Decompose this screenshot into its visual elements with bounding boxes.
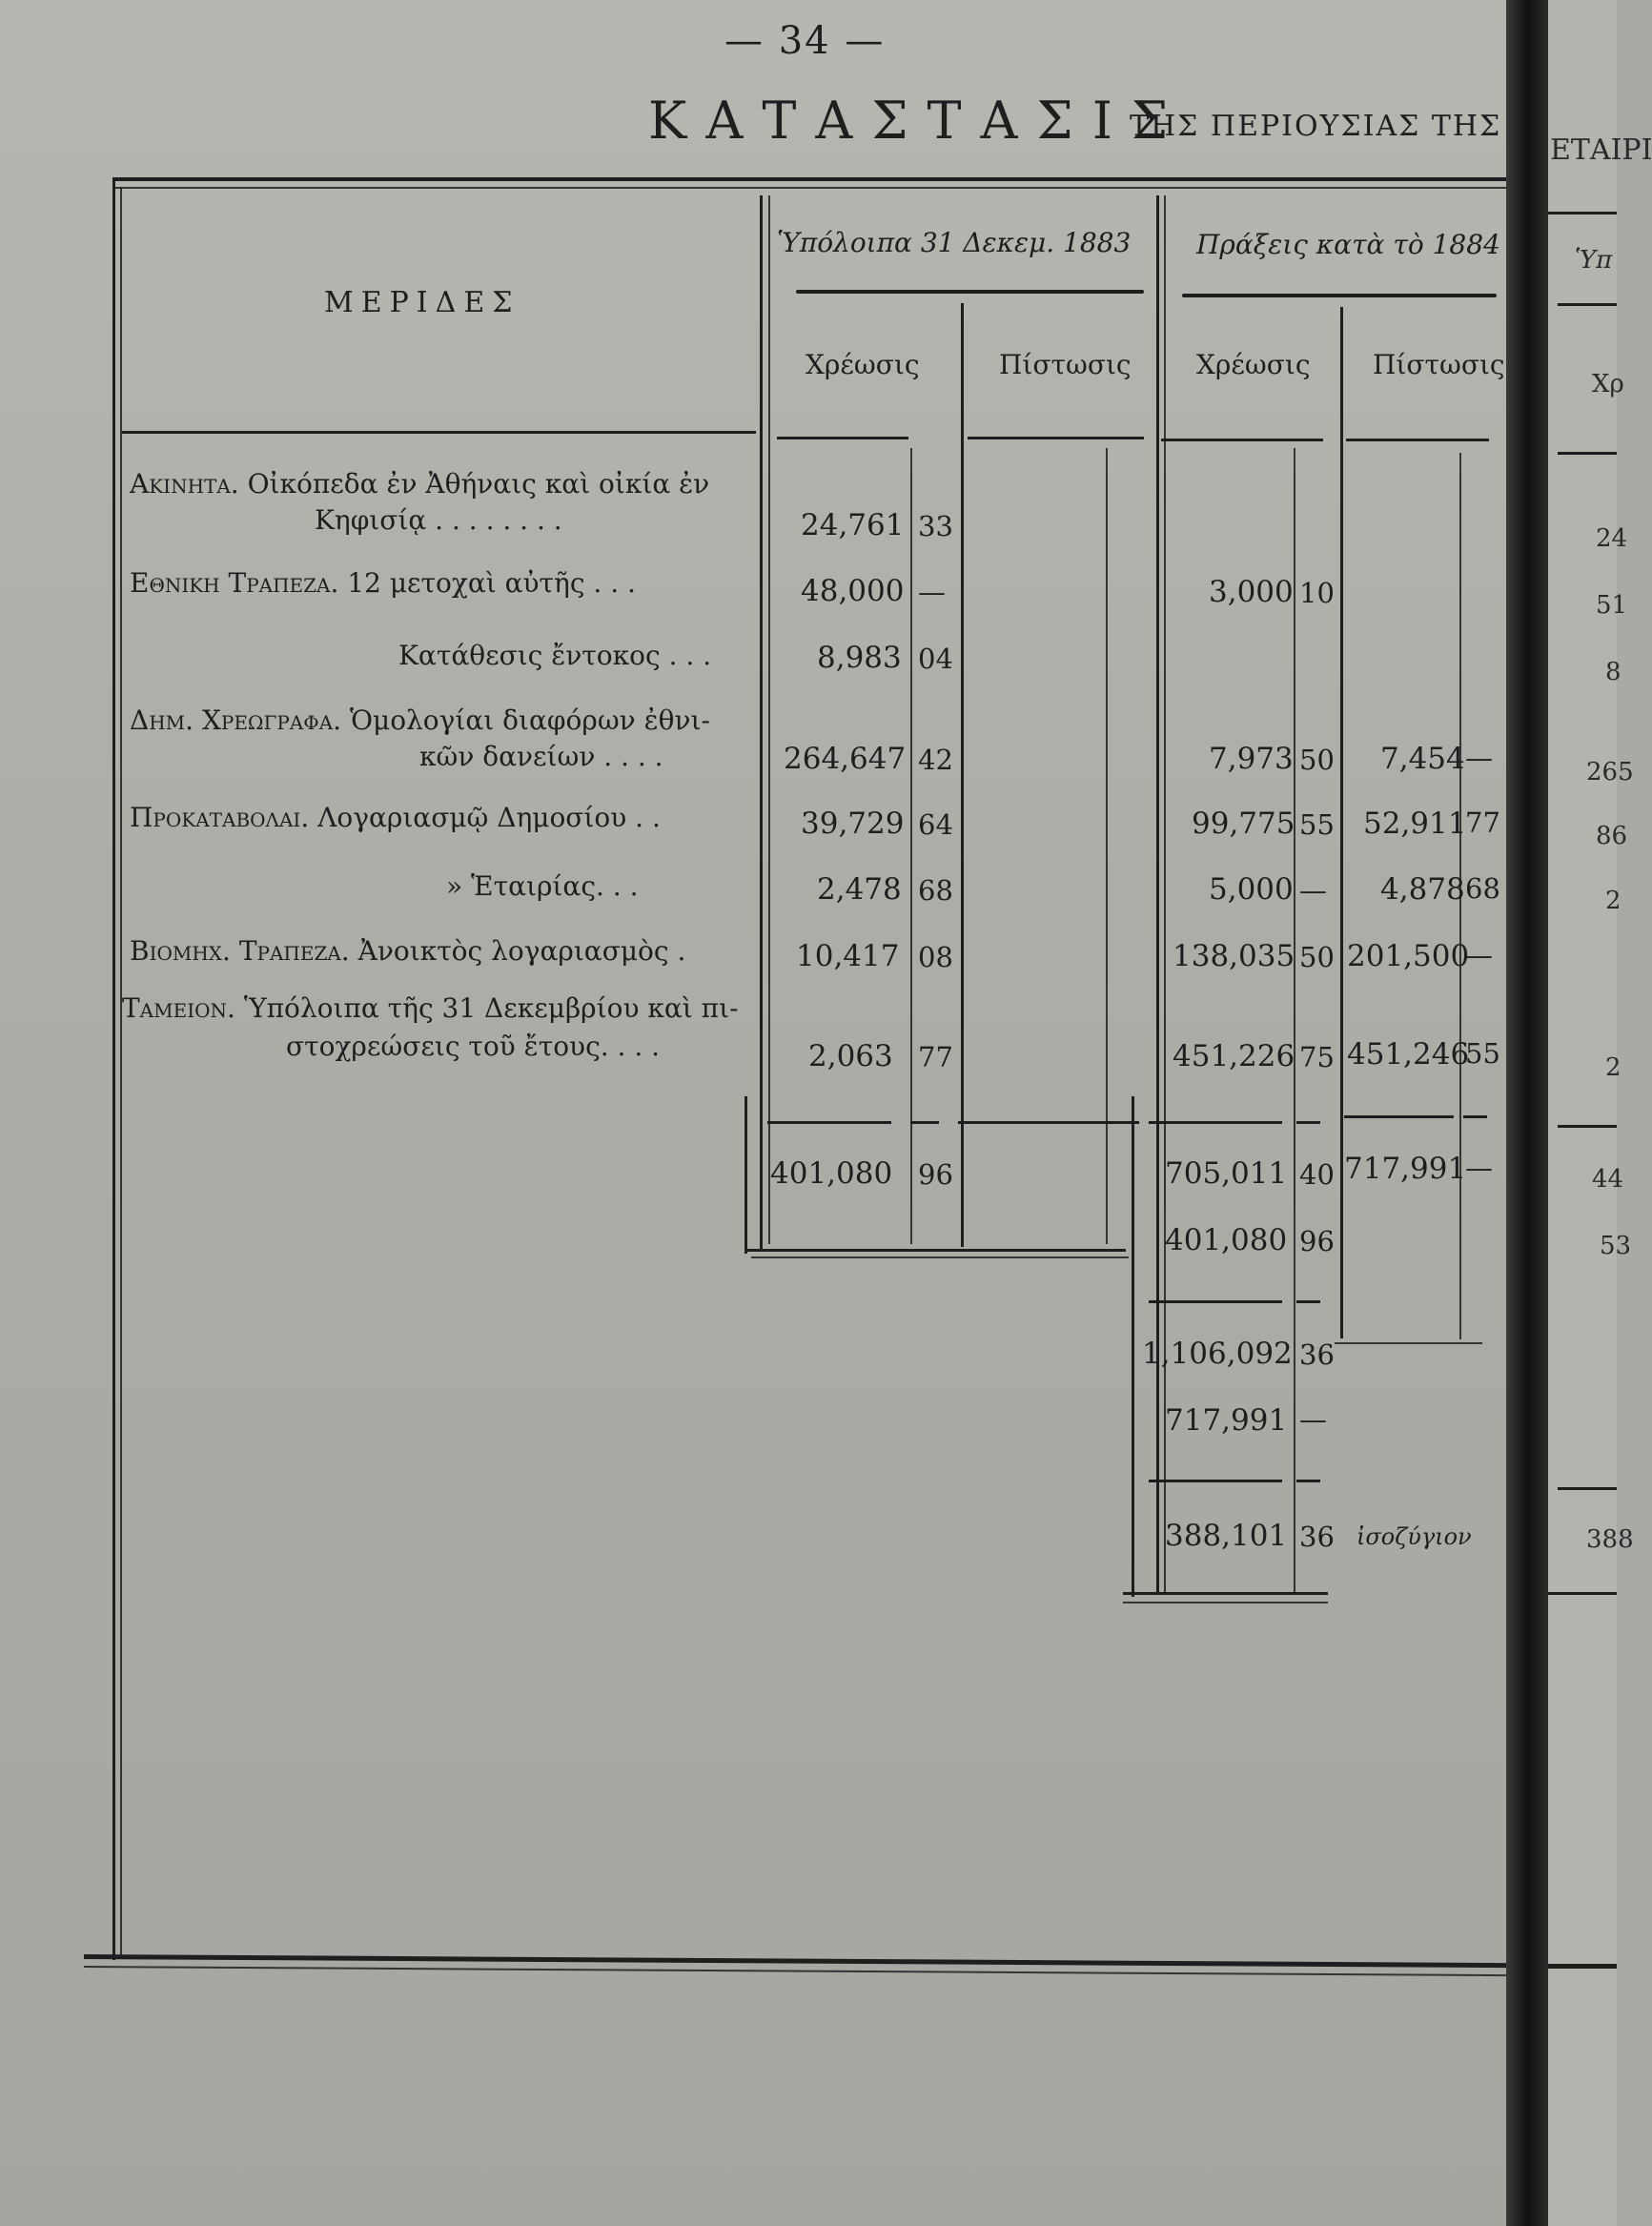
cell-1883-debit: 24,761 <box>801 508 905 542</box>
subheader-rule-1884-debit <box>1161 439 1323 441</box>
total-1884-debit-cents: 40 <box>1299 1158 1335 1191</box>
header-bottom-rule <box>122 431 756 434</box>
cell-1884-debit-cents: 50 <box>1299 941 1335 973</box>
row-text: Ἀνοικτὸς λογαριασμὸς . <box>357 935 686 967</box>
next-page-sum-rule <box>1558 1125 1617 1128</box>
next-page-calc-rule <box>1558 1487 1617 1490</box>
cell-1884-credit-cents: — <box>1465 939 1493 971</box>
cell-1884-debit: 451,226 <box>1173 1039 1295 1073</box>
subcol-divider-1883 <box>961 303 964 1247</box>
cell-1884-debit-cents: 55 <box>1299 808 1335 841</box>
row-text: Οἰκόπεδα ἐν Ἀθήναις καὶ οἰκία ἐν <box>247 468 710 500</box>
cell-1884-credit-cents: 55 <box>1465 1037 1500 1070</box>
next-page-fragment: 53 <box>1600 1232 1632 1260</box>
result-bottom-rule-inner <box>1123 1602 1328 1603</box>
cell-1883-debit: 2,063 <box>808 1039 893 1073</box>
row-heading: Δημ. Χρεωγραφα. <box>130 705 342 736</box>
calc-rule-2-cents <box>1296 1480 1320 1482</box>
row-label <box>130 566 636 601</box>
next-page-fragment: 265 <box>1586 758 1634 786</box>
minus-credit-cents: — <box>1299 1403 1327 1436</box>
row-label-cont: Κηφισίᾳ . . . . . . . . <box>315 504 562 536</box>
row-label <box>130 704 710 738</box>
next-page-top-rule <box>1548 212 1617 214</box>
cell-1884-credit: 7,454 <box>1380 742 1465 776</box>
row-heading: Ακινητα. <box>130 468 239 500</box>
next-page-bottom-rule <box>1548 1964 1617 1969</box>
result-bottom-rule <box>1123 1592 1328 1595</box>
next-page-fragment: Ὑπ <box>1575 246 1613 275</box>
next-page-fragment: 44 <box>1592 1165 1624 1194</box>
total-1884-credit-cents: — <box>1465 1152 1493 1184</box>
table-bottom-rule-inner <box>84 1966 1506 1976</box>
next-page-fragment: 24 <box>1596 524 1628 553</box>
sum-rule-1884-debit <box>1149 1121 1282 1124</box>
row-text: 12 μετοχαὶ αὐτῆς . . . <box>347 567 636 599</box>
table-left-rule-inner <box>120 187 122 1955</box>
col-1883-left-extension <box>744 1096 747 1254</box>
calc-rule-1-cents <box>1296 1300 1320 1303</box>
book-binding-shadow <box>1506 0 1548 2226</box>
total-1884-debit: 705,011 <box>1165 1156 1288 1191</box>
header-ornament-1883 <box>796 290 1144 294</box>
subcol-divider-1884 <box>1340 307 1343 1338</box>
subheader-rule-1884-credit <box>1346 439 1489 441</box>
header-credit-1884: Πίστωσις <box>1373 349 1505 380</box>
row-heading: Βιομηχ. Τραπεζα. <box>130 935 350 967</box>
carry-1883-debit: 401,080 <box>1165 1223 1288 1257</box>
total-1883-debit: 401,080 <box>770 1156 893 1191</box>
cell-1883-debit-cents: 77 <box>918 1041 953 1073</box>
table-top-rule-inner <box>112 187 1506 189</box>
minus-credit: 717,991 <box>1165 1403 1288 1438</box>
cell-1884-debit: 3,000 <box>1209 575 1294 609</box>
cell-1884-credit-cents: — <box>1465 742 1493 774</box>
table-top-rule <box>112 177 1506 181</box>
cell-1883-debit-cents: 68 <box>918 874 953 907</box>
cents-divider-1883-credit <box>1106 448 1108 1244</box>
sum-rule-1884-debit-cents <box>1296 1121 1320 1124</box>
next-page-fragment: Χρ <box>1592 370 1624 398</box>
col-divider-periods <box>1156 195 1159 1593</box>
cell-1883-debit-cents: 64 <box>918 808 953 841</box>
row-text: Ὑπόλοιπα τῆς 31 Δεκεμβρίου καὶ πι- <box>243 992 739 1024</box>
cell-1883-debit-cents: 08 <box>918 941 953 973</box>
cell-1884-debit-cents: 75 <box>1299 1041 1335 1073</box>
calc-rule-2 <box>1149 1480 1282 1482</box>
sum-debit-cents: 36 <box>1299 1338 1335 1371</box>
row-label <box>130 801 661 835</box>
col-1884-left-extension <box>1132 1096 1134 1597</box>
sum-debit: 1,106,092 <box>1142 1337 1293 1371</box>
block-1883-bottom-rule <box>744 1249 1126 1252</box>
row-text: Ὁμολογίαι διαφόρων ἐθνι- <box>349 705 710 736</box>
cell-1883-debit: 264,647 <box>784 742 907 776</box>
cell-1883-debit-cents: 04 <box>918 643 953 675</box>
next-page-result-rule <box>1548 1592 1617 1595</box>
next-page-title-fragment: ΕΤΑΙΡΙ <box>1550 133 1652 167</box>
cell-1884-credit: 201,500 <box>1347 939 1470 973</box>
page-number: — 34 — <box>724 19 886 63</box>
page-title: ΚΑΤΑΣΤΑΣΙΣ <box>648 91 1188 151</box>
result-debit: 388,101 <box>1165 1519 1288 1553</box>
row-label <box>130 467 709 501</box>
col-divider-periods-inner <box>1164 195 1166 1593</box>
col-divider-labels <box>760 195 763 1250</box>
sum-rule-1883-debit-cents <box>910 1121 939 1124</box>
sum-rule-1883-credit <box>958 1121 1139 1124</box>
cell-1883-debit: 10,417 <box>796 939 900 973</box>
row-label <box>122 991 739 1026</box>
sum-rule-1884-credit <box>1344 1115 1454 1118</box>
carry-1883-debit-cents: 96 <box>1299 1225 1335 1257</box>
cell-1883-debit: 8,983 <box>817 641 902 675</box>
next-page-fragment: 2 <box>1605 1053 1621 1082</box>
cell-1884-debit: 7,973 <box>1209 742 1294 776</box>
header-period-1884: Πράξεις κατὰ τὸ 1884 <box>1196 229 1500 260</box>
cell-1884-debit-cents: — <box>1299 874 1327 907</box>
cell-1883-debit-cents: — <box>918 576 946 608</box>
sum-rule-1883-debit <box>767 1121 891 1124</box>
cell-1884-debit: 5,000 <box>1209 872 1294 907</box>
row-label: Κατάθεσις ἔντοκος . . . <box>398 640 712 671</box>
cell-1883-debit: 2,478 <box>817 872 902 907</box>
cell-1884-debit-cents: 10 <box>1299 577 1335 609</box>
row-label <box>130 934 685 969</box>
result-debit-cents: 36 <box>1299 1521 1335 1553</box>
cell-1884-debit: 99,775 <box>1192 807 1295 841</box>
header-debit-1883: Χρέωσις <box>806 349 920 380</box>
total-1884-credit: 717,991 <box>1344 1152 1467 1186</box>
cell-1884-debit: 138,035 <box>1173 939 1295 973</box>
cell-1884-debit-cents: 50 <box>1299 744 1335 776</box>
next-page-ornament <box>1558 303 1617 306</box>
next-page-edge <box>1548 0 1652 2226</box>
cell-1883-debit-cents: 42 <box>918 744 953 776</box>
cell-1883-debit: 48,000 <box>801 574 905 608</box>
row-label: » Ἑταιρίας. . . <box>446 870 639 902</box>
cell-1884-credit: 451,246 <box>1347 1037 1470 1072</box>
row-heading: Ταμειον. <box>122 992 235 1024</box>
cell-1884-credit: 4,878 <box>1380 872 1465 907</box>
calc-rule-1 <box>1149 1300 1282 1303</box>
cents-divider-1884-debit <box>1294 448 1295 1592</box>
sum-rule-1884-credit-cents <box>1463 1115 1487 1118</box>
cents-divider-1883-debit <box>910 448 912 1244</box>
subheader-rule-1883-debit <box>777 437 908 439</box>
row-label-cont: στοχρεώσεις τοῦ ἔτους. . . . <box>286 1031 661 1062</box>
cell-1883-debit: 39,729 <box>801 807 905 841</box>
table-bottom-rule <box>84 1954 1506 1968</box>
cell-1884-credit-cents: 77 <box>1465 807 1500 839</box>
header-debit-1884: Χρέωσις <box>1196 349 1311 380</box>
cell-1884-credit-cents: 68 <box>1465 872 1500 905</box>
cell-1883-debit-cents: 33 <box>918 510 953 542</box>
next-page-header-rule <box>1558 452 1617 455</box>
header-merides: ΜΕΡΙΔΕΣ <box>324 286 520 319</box>
total-1883-debit-cents: 96 <box>918 1158 953 1191</box>
col-divider-labels-inner <box>768 195 770 1244</box>
row-label-cont: κῶν δανείων . . . . <box>419 741 663 772</box>
header-credit-1883: Πίστωσις <box>999 349 1132 380</box>
header-period-1883: Ὑπόλοιπα 31 Δεκεμ. 1883 <box>777 227 1132 258</box>
table-left-rule <box>112 177 115 1960</box>
next-page-fragment: 2 <box>1605 887 1621 915</box>
row-heading: Εθνικη Τραπεζα. <box>130 567 339 599</box>
subheader-rule-1883-credit <box>968 437 1144 439</box>
next-page-fragment: 8 <box>1605 658 1621 686</box>
page-subtitle: ΤΗΣ ΠΕΡΙΟΥΣΙΑΣ ΤΗΣ <box>1130 110 1502 143</box>
next-page-fragment: 86 <box>1596 822 1628 850</box>
block-1883-bottom-rule-inner <box>751 1256 1129 1258</box>
balanced-note: ἰσοζύγιον <box>1356 1523 1472 1550</box>
credit-block-bottom-rule <box>1335 1342 1482 1344</box>
header-ornament-1884 <box>1182 294 1497 297</box>
cell-1884-credit: 52,911 <box>1363 807 1467 841</box>
next-page-fragment: 388 <box>1586 1525 1634 1554</box>
row-heading: Προκαταβολαι. <box>130 802 310 833</box>
row-text: Λογαριασμῷ Δημοσίου . . <box>317 802 661 833</box>
next-page-fragment: 51 <box>1596 591 1628 620</box>
